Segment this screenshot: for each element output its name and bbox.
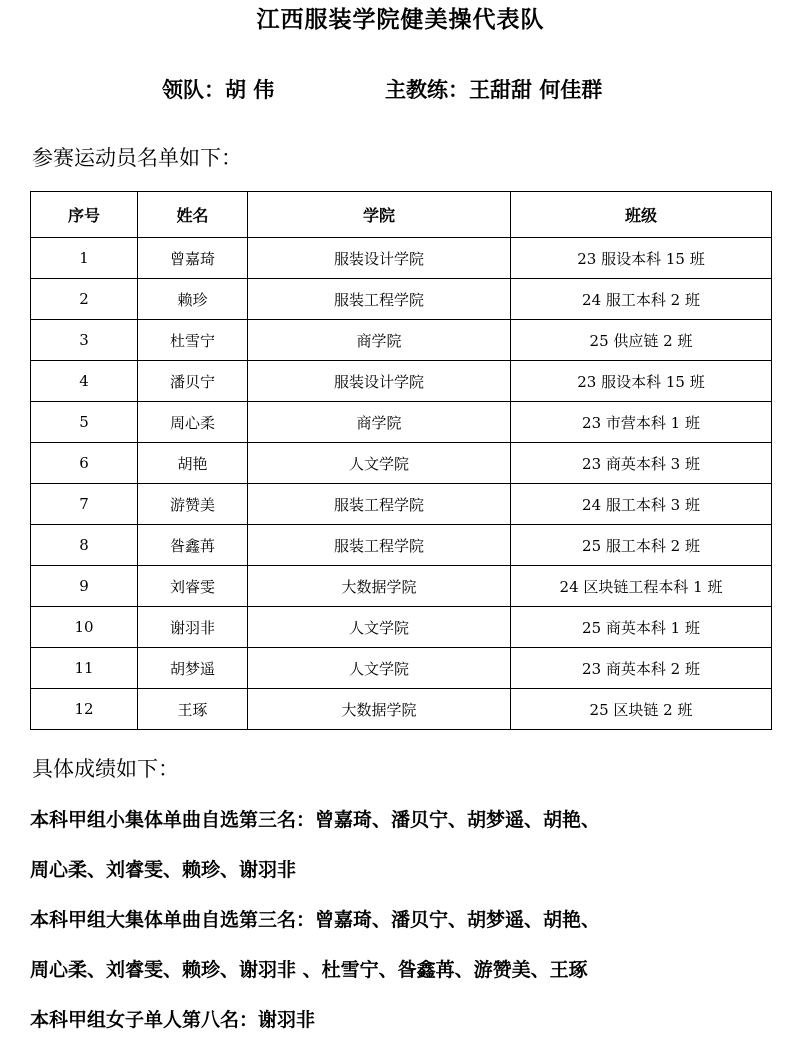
cell-class: 24 服工本科 2 班 [511,279,772,320]
cell-name: 潘贝宁 [138,361,248,402]
leader-name: 胡 伟 [225,77,275,102]
cell-college: 人文学院 [248,443,511,484]
cell-number: 10 [31,607,138,648]
cell-name: 王琢 [138,689,248,730]
table-row [31,443,772,484]
document-title: 江西服装学院健美操代表队 [256,6,545,33]
cell-number: 6 [31,443,138,484]
column-header-college: 学院 [248,192,511,238]
results-heading: 具体成绩如下： [32,757,179,781]
table-row [31,566,772,607]
cell-name: 昝鑫苒 [138,525,248,566]
cell-name: 胡艳 [138,443,248,484]
cell-number: 4 [31,361,138,402]
cell-number: 12 [31,689,138,730]
column-header-class: 班级 [511,192,772,238]
cell-college: 服装设计学院 [248,238,511,279]
table-row [31,484,772,525]
coach-names: 王甜甜 何佳群 [469,77,603,102]
cell-college: 人文学院 [248,607,511,648]
cell-number: 1 [31,238,138,279]
cell-class: 25 服工本科 2 班 [511,525,772,566]
cell-college: 服装工程学院 [248,484,511,525]
roster-heading: 参赛运动员名单如下： [32,146,242,170]
result-line: 本科甲组小集体单曲自选第三名：曾嘉琦、潘贝宁、胡梦遥、胡艳、 [30,809,601,831]
team-leader [162,72,274,108]
cell-class: 24 服工本科 3 班 [511,484,772,525]
cell-college: 服装工程学院 [248,279,511,320]
column-header-number: 序号 [31,192,138,238]
cell-college: 大数据学院 [248,689,511,730]
table-row [31,648,772,689]
cell-class: 23 服设本科 15 班 [511,361,772,402]
cell-college: 商学院 [248,320,511,361]
table-row [31,320,772,361]
result-line: 周心柔、刘睿雯、赖珍、谢羽非 、杜雪宁、昝鑫苒、游赞美、王琢 [30,959,588,981]
cell-college: 商学院 [248,402,511,443]
cell-college: 服装工程学院 [248,525,511,566]
cell-class: 25 区块链 2 班 [511,689,772,730]
cell-name: 游赞美 [138,484,248,525]
cell-class: 23 市营本科 1 班 [511,402,772,443]
cell-class: 25 供应链 2 班 [511,320,772,361]
cell-name: 赖珍 [138,279,248,320]
table-row [31,361,772,402]
cell-class: 24 区块链工程本科 1 班 [511,566,772,607]
table-row [31,402,772,443]
cell-name: 杜雪宁 [138,320,248,361]
cell-class: 23 商英本科 3 班 [511,443,772,484]
table-row [31,689,772,730]
cell-class: 23 商英本科 2 班 [511,648,772,689]
table-row [31,238,772,279]
cell-college: 服装设计学院 [248,361,511,402]
column-header-name: 姓名 [138,192,248,238]
result-line: 本科甲组大集体单曲自选第三名：曾嘉琦、潘贝宁、胡梦遥、胡艳、 [30,909,601,931]
cell-number: 7 [31,484,138,525]
cell-number: 8 [31,525,138,566]
result-line: 周心柔、刘睿雯、赖珍、谢羽非 [30,859,297,881]
roster-table [30,191,772,730]
leaders-line [0,72,801,108]
table-row [31,279,772,320]
cell-name: 曾嘉琦 [138,238,248,279]
head-coach [385,72,602,108]
cell-number: 3 [31,320,138,361]
cell-number: 11 [31,648,138,689]
cell-class: 25 商英本科 1 班 [511,607,772,648]
table-header-row [31,192,772,238]
cell-name: 胡梦遥 [138,648,248,689]
table-row [31,607,772,648]
cell-class: 23 服设本科 15 班 [511,238,772,279]
cell-college: 人文学院 [248,648,511,689]
cell-name: 周心柔 [138,402,248,443]
coach-label: 主教练： [385,77,469,102]
leader-label: 领队： [162,77,225,102]
result-line: 本科甲组女子单人第八名：谢羽非 [30,1009,316,1031]
cell-number: 2 [31,279,138,320]
cell-college: 大数据学院 [248,566,511,607]
cell-number: 9 [31,566,138,607]
cell-name: 谢羽非 [138,607,248,648]
table-row [31,525,772,566]
cell-number: 5 [31,402,138,443]
cell-name: 刘睿雯 [138,566,248,607]
